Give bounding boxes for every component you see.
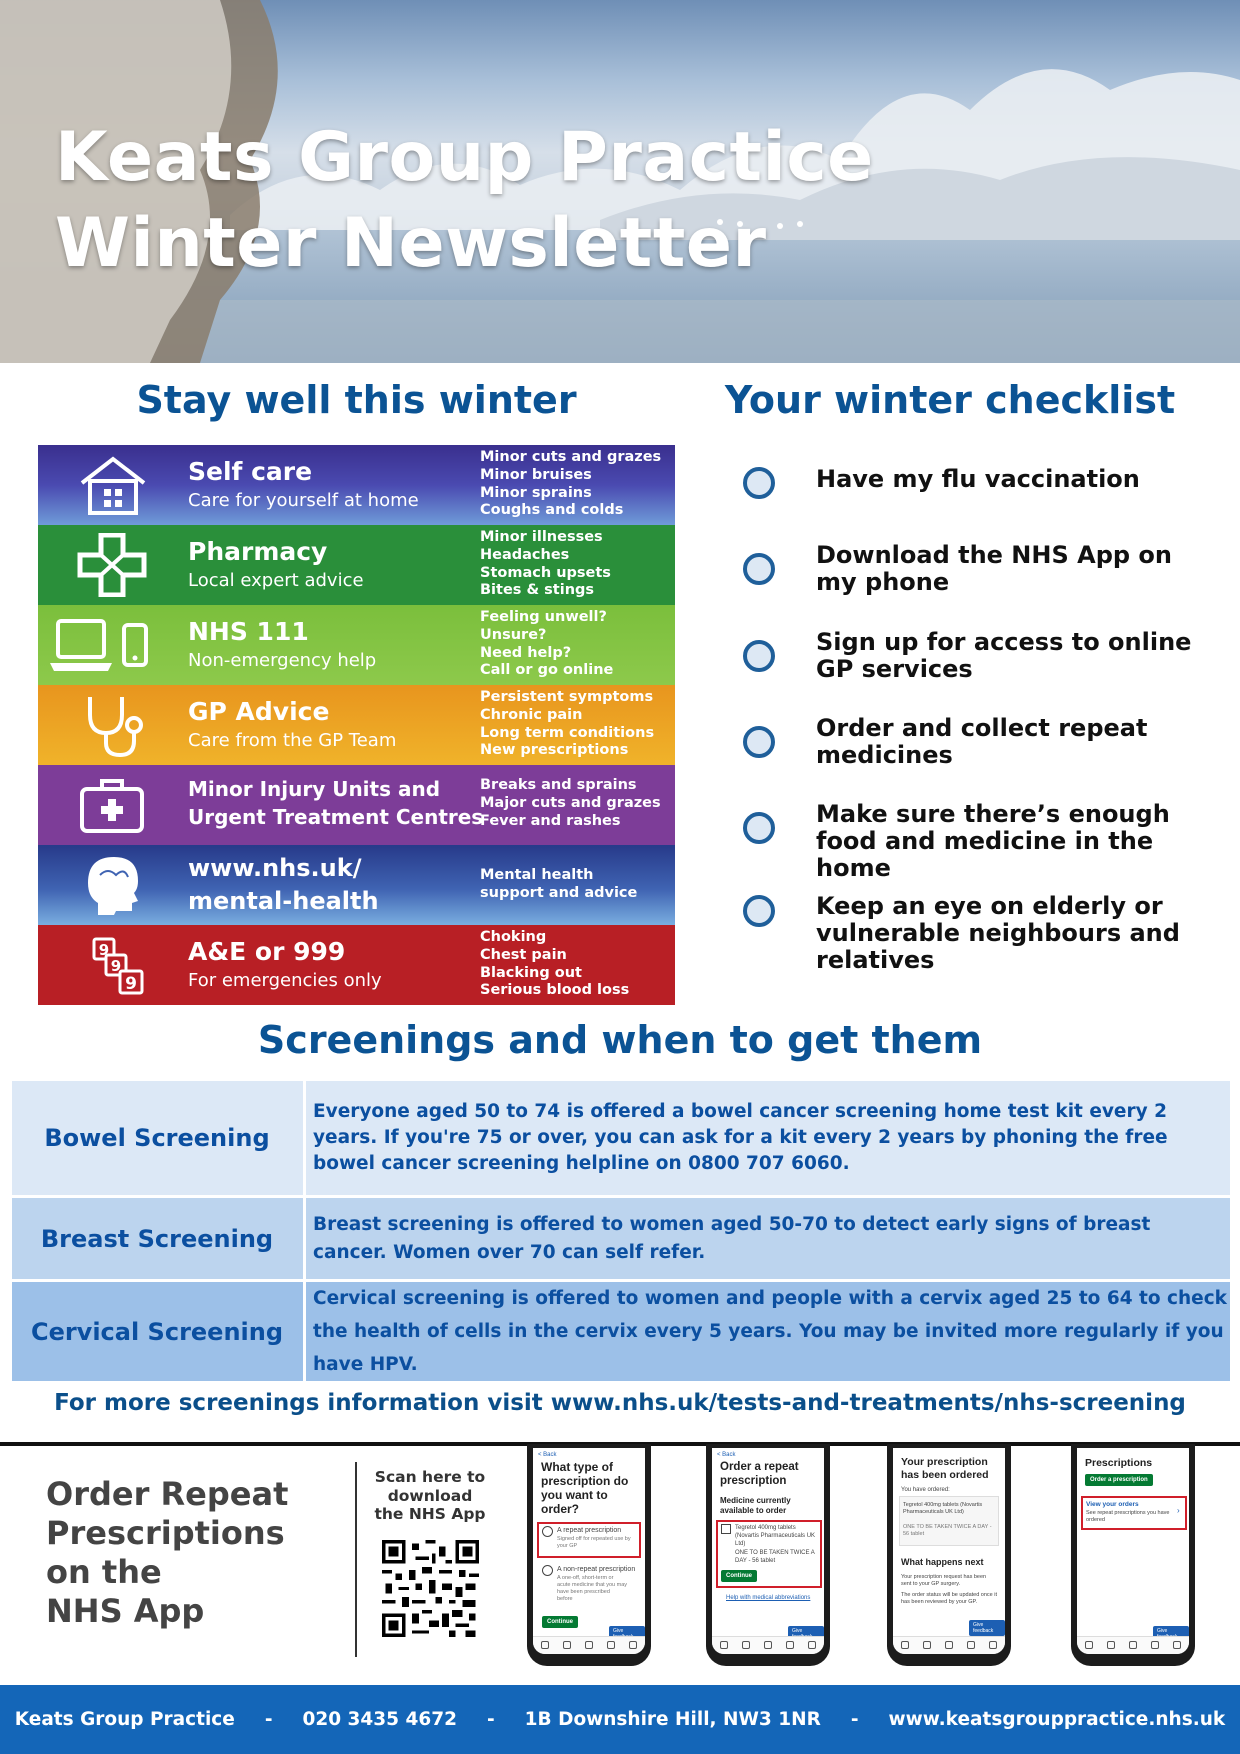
footer-practice-name: Keats Group Practice	[14, 1709, 235, 1730]
continue-button[interactable]: Continue	[542, 1616, 578, 1628]
999-icon	[68, 933, 158, 997]
what-happens-next: What happens next	[901, 1557, 984, 1567]
scan-line: download	[387, 1486, 473, 1505]
service-item: Fever and rashes	[480, 812, 621, 829]
bottom-nav	[712, 1636, 824, 1654]
service-item: Choking	[480, 929, 547, 945]
prescriptions-title	[46, 1475, 336, 1631]
service-item: Minor cuts and grazes	[480, 449, 662, 465]
checkbox-circle[interactable]	[743, 726, 775, 758]
service-item: Persistent symptoms	[480, 689, 654, 705]
feedback-button[interactable]: Give	[1153, 1626, 1189, 1642]
scan-line: the NHS App	[374, 1505, 486, 1523]
svg-text:9: 9	[98, 941, 110, 959]
phone-title: What type of prescription do you want to order?	[541, 1460, 629, 1516]
checkbox-circle[interactable]	[743, 553, 775, 585]
next-text: The order status will be updated once it has been reviewed by your GP.	[901, 1592, 998, 1605]
service-title: Pharmacy	[188, 537, 328, 566]
footer-phone[interactable]: 020 3435 4672	[302, 1709, 457, 1730]
continue-button[interactable]: Continue	[721, 1570, 757, 1582]
back-link[interactable]: < Back	[538, 1452, 557, 1458]
service-band-nhs-111	[38, 605, 675, 685]
service-title: Self care	[188, 457, 313, 486]
option-sub: A one-off, short-term or acute medicine that you may have been prescribed before	[557, 1575, 628, 1602]
checkbox-circle[interactable]	[743, 895, 775, 927]
screening-description: Breast screening is offered to women aged 50-70 to detect early signs of breast cancer. Women over 70 can self refer.	[313, 1213, 1151, 1263]
service-band-gp-advice	[38, 685, 675, 765]
bottom-nav	[1077, 1636, 1189, 1654]
service-subtitle: mental-health	[188, 887, 379, 915]
next-text: Your prescription request has been sent to your GP surgery.	[901, 1574, 987, 1587]
phone-screen	[1077, 1448, 1189, 1654]
service-item: Chest pain	[480, 946, 567, 963]
checkbox-circle[interactable]	[743, 467, 775, 499]
service-band-self-care	[38, 445, 675, 525]
checklist-text: Make sure there’s enough food and medicine in the home	[816, 800, 1170, 882]
service-items	[480, 449, 661, 520]
prescriptions-title-line: NHS App	[46, 1592, 205, 1630]
screenings-more-info-link[interactable]: For more screenings information visit www.nhs.uk/tests-and-treatments/nhs-screening	[54, 1390, 1186, 1416]
radio-button[interactable]	[542, 1565, 553, 1576]
service-item: support and advice	[480, 884, 638, 901]
service-items	[480, 867, 637, 903]
option-sub: Signed off for repeated use by your GP	[557, 1536, 631, 1549]
footer-separator: -	[486, 1709, 495, 1730]
first-aid-kit-icon	[68, 773, 158, 837]
option-label: A non-repeat prescription	[557, 1566, 636, 1573]
prescriptions-title-line: on the	[46, 1553, 162, 1591]
title-line-1: Keats Group Practice	[55, 118, 874, 197]
footer-address: 1B Downshire Hill, NW3 1NR	[524, 1709, 821, 1730]
service-title: GP Advice	[188, 697, 330, 726]
pharmacy-cross-icon	[68, 533, 158, 597]
service-item: Serious blood loss	[480, 982, 630, 999]
column-divider	[303, 1081, 306, 1195]
service-item: Mental health	[480, 867, 594, 883]
column-divider	[303, 1282, 306, 1381]
checklist-text: Have my flu vaccination	[816, 465, 1140, 493]
service-item: Chronic pain	[480, 706, 583, 723]
service-subtitle: Non-emergency help	[188, 650, 377, 671]
screening-label: Cervical Screening	[30, 1317, 284, 1346]
service-title: Minor Injury Units and	[188, 777, 441, 801]
service-band-pharmacy	[38, 525, 675, 605]
bottom-nav	[893, 1636, 1005, 1654]
chevron-right-icon: ›	[1177, 1506, 1180, 1515]
service-items	[480, 529, 611, 600]
screening-label: Bowel Screening	[44, 1124, 270, 1152]
footer-separator: -	[850, 1709, 859, 1730]
medicine-name: Tegretol 400mg tablets (Novartis Pharmaceuticals UK Ltd)	[903, 1502, 983, 1515]
footer-bar	[0, 1685, 1240, 1754]
phone-screen	[533, 1448, 645, 1654]
phone-title: Order a repeat prescription	[720, 1461, 799, 1487]
service-band-mental-health	[38, 845, 675, 925]
title-line-2: Winter Newsletter	[55, 204, 767, 283]
service-item: Need help?	[480, 644, 572, 661]
prescriptions-title-line: Order Repeat	[46, 1475, 289, 1513]
screening-description: Cervical screening is offered to women and people with a cervix aged 25 to 64 to check the health of cells in the cervix every 5 years. You may be invited more regularly if you have HPV.	[313, 1288, 1227, 1375]
service-item: Breaks and sprains	[480, 777, 637, 793]
checklist-text: Order and collect repeat medicines	[816, 714, 1148, 769]
phone-screen	[893, 1448, 1005, 1654]
screenings-heading: Screenings and when to get them	[257, 1018, 983, 1062]
house-icon	[68, 453, 158, 517]
order-prescription-button[interactable]: Order a prescription	[1085, 1474, 1153, 1486]
service-item: Coughs and colds	[480, 502, 624, 519]
bottom-nav	[533, 1636, 645, 1654]
service-item: Minor sprains	[480, 484, 592, 501]
service-subtitle: Care for yourself at home	[188, 490, 419, 511]
stay-well-heading: Stay well this winter	[136, 378, 577, 422]
service-subtitle: Urgent Treatment Centres	[188, 805, 484, 829]
phone-screenshot-4	[1071, 1444, 1195, 1666]
abbreviations-link[interactable]: Help with medical abbreviations	[726, 1595, 811, 1601]
service-item: Minor bruises	[480, 466, 592, 483]
head-brain-icon	[68, 853, 158, 917]
phone-title: Prescriptions	[1085, 1457, 1153, 1469]
checkbox-circle[interactable]	[743, 640, 775, 672]
phone-screenshot-2	[706, 1444, 830, 1666]
medicine-name: Tegretol 400mg tablets (Novartis Pharmaceuticals UK Ltd)	[735, 1525, 816, 1547]
phone-screen	[712, 1448, 824, 1654]
service-items	[480, 689, 654, 760]
checklist-text: Sign up for access to online GP services	[816, 628, 1192, 683]
service-item: Bites & stings	[480, 582, 595, 599]
screening-row-cervical	[12, 1282, 1230, 1381]
prescriptions-title-line: Prescriptions	[46, 1514, 285, 1552]
column-divider	[303, 1198, 306, 1279]
feedback-button[interactable]: Give	[788, 1626, 824, 1642]
newsletter-title	[55, 115, 874, 287]
view-orders-link[interactable]: View your orders	[1086, 1501, 1139, 1508]
service-subtitle: Care from the GP Team	[188, 730, 397, 751]
phone-title: Your prescription has been ordered	[901, 1456, 989, 1481]
service-item: Headaches	[480, 546, 570, 563]
stethoscope-icon	[68, 693, 158, 757]
medicine-checkbox[interactable]	[721, 1524, 731, 1534]
service-items	[480, 609, 613, 680]
scan-instructions	[367, 1468, 493, 1524]
service-item: New prescriptions	[480, 742, 629, 759]
svg-text:9: 9	[125, 974, 137, 994]
screening-label: Breast Screening	[40, 1224, 274, 1253]
radio-button[interactable]	[542, 1526, 553, 1537]
service-item: Blacking out	[480, 964, 582, 981]
qr-code-icon[interactable]	[382, 1540, 479, 1637]
service-item: Minor illnesses	[480, 529, 603, 545]
phone-screenshot-1	[527, 1444, 651, 1666]
service-title: www.nhs.uk/	[188, 854, 362, 882]
scan-line: Scan here to	[374, 1468, 486, 1486]
ordered-label: You have ordered:	[901, 1487, 950, 1493]
service-band-a-and-e	[38, 925, 675, 1005]
view-orders-sub: See repeat prescriptions you have ordered	[1086, 1510, 1170, 1523]
service-subtitle: For emergencies only	[188, 970, 382, 991]
hero-banner	[0, 0, 1240, 363]
service-item: Major cuts and grazes	[480, 794, 661, 811]
service-item: Call or go online	[480, 662, 614, 679]
service-item: Long term conditions	[480, 724, 655, 741]
footer-separator: -	[264, 1709, 273, 1730]
service-title: A&E or 999	[188, 937, 346, 966]
checklist-heading: Your winter checklist	[724, 378, 1176, 422]
phone-screenshot-3	[887, 1444, 1011, 1666]
service-item: Feeling unwell?	[480, 609, 607, 625]
screening-row-breast	[12, 1198, 1230, 1279]
screening-row-bowel	[12, 1081, 1230, 1195]
service-band-minor-injury	[38, 765, 675, 845]
screening-description: Everyone aged 50 to 74 is offered a bowel cancer screening home test kit every 2 years. If you're 75 or over, you can ask for a kit every 2 years by phoning the free bowel cancer screening helpline on 0800 707 6060.	[313, 1101, 1168, 1174]
feedback-button[interactable]: Give feedback	[969, 1620, 1005, 1636]
laptop-phone-icon	[48, 613, 158, 677]
medicine-dose: ONE TO BE TAKEN TWICE A DAY - 56 tablet	[735, 1550, 815, 1564]
checklist-text: Keep an eye on elderly or vulnerable neighbours and relatives	[816, 892, 1180, 974]
service-items	[480, 929, 629, 1000]
service-item: Stomach upsets	[480, 564, 611, 581]
vertical-divider	[355, 1462, 357, 1657]
feedback-button[interactable]: Give	[609, 1626, 645, 1642]
service-subtitle: Local expert advice	[188, 570, 364, 591]
service-item: Unsure?	[480, 626, 547, 643]
service-bands	[38, 445, 675, 1005]
medicine-dose: ONE TO BE TAKEN TWICE A DAY - 56 tablet	[903, 1524, 992, 1537]
phone-subtitle: Medicine currently available to order	[720, 1496, 791, 1515]
service-title: NHS 111	[188, 617, 309, 646]
service-items	[480, 777, 661, 830]
checkbox-circle[interactable]	[743, 812, 775, 844]
back-link[interactable]: < Back	[717, 1452, 736, 1458]
footer-website[interactable]: www.keatsgrouppractice.nhs.uk	[888, 1709, 1226, 1730]
checklist-text: Download the NHS App on my phone	[816, 541, 1172, 596]
svg-text:9: 9	[110, 957, 122, 975]
option-label: A repeat prescription	[557, 1527, 622, 1534]
